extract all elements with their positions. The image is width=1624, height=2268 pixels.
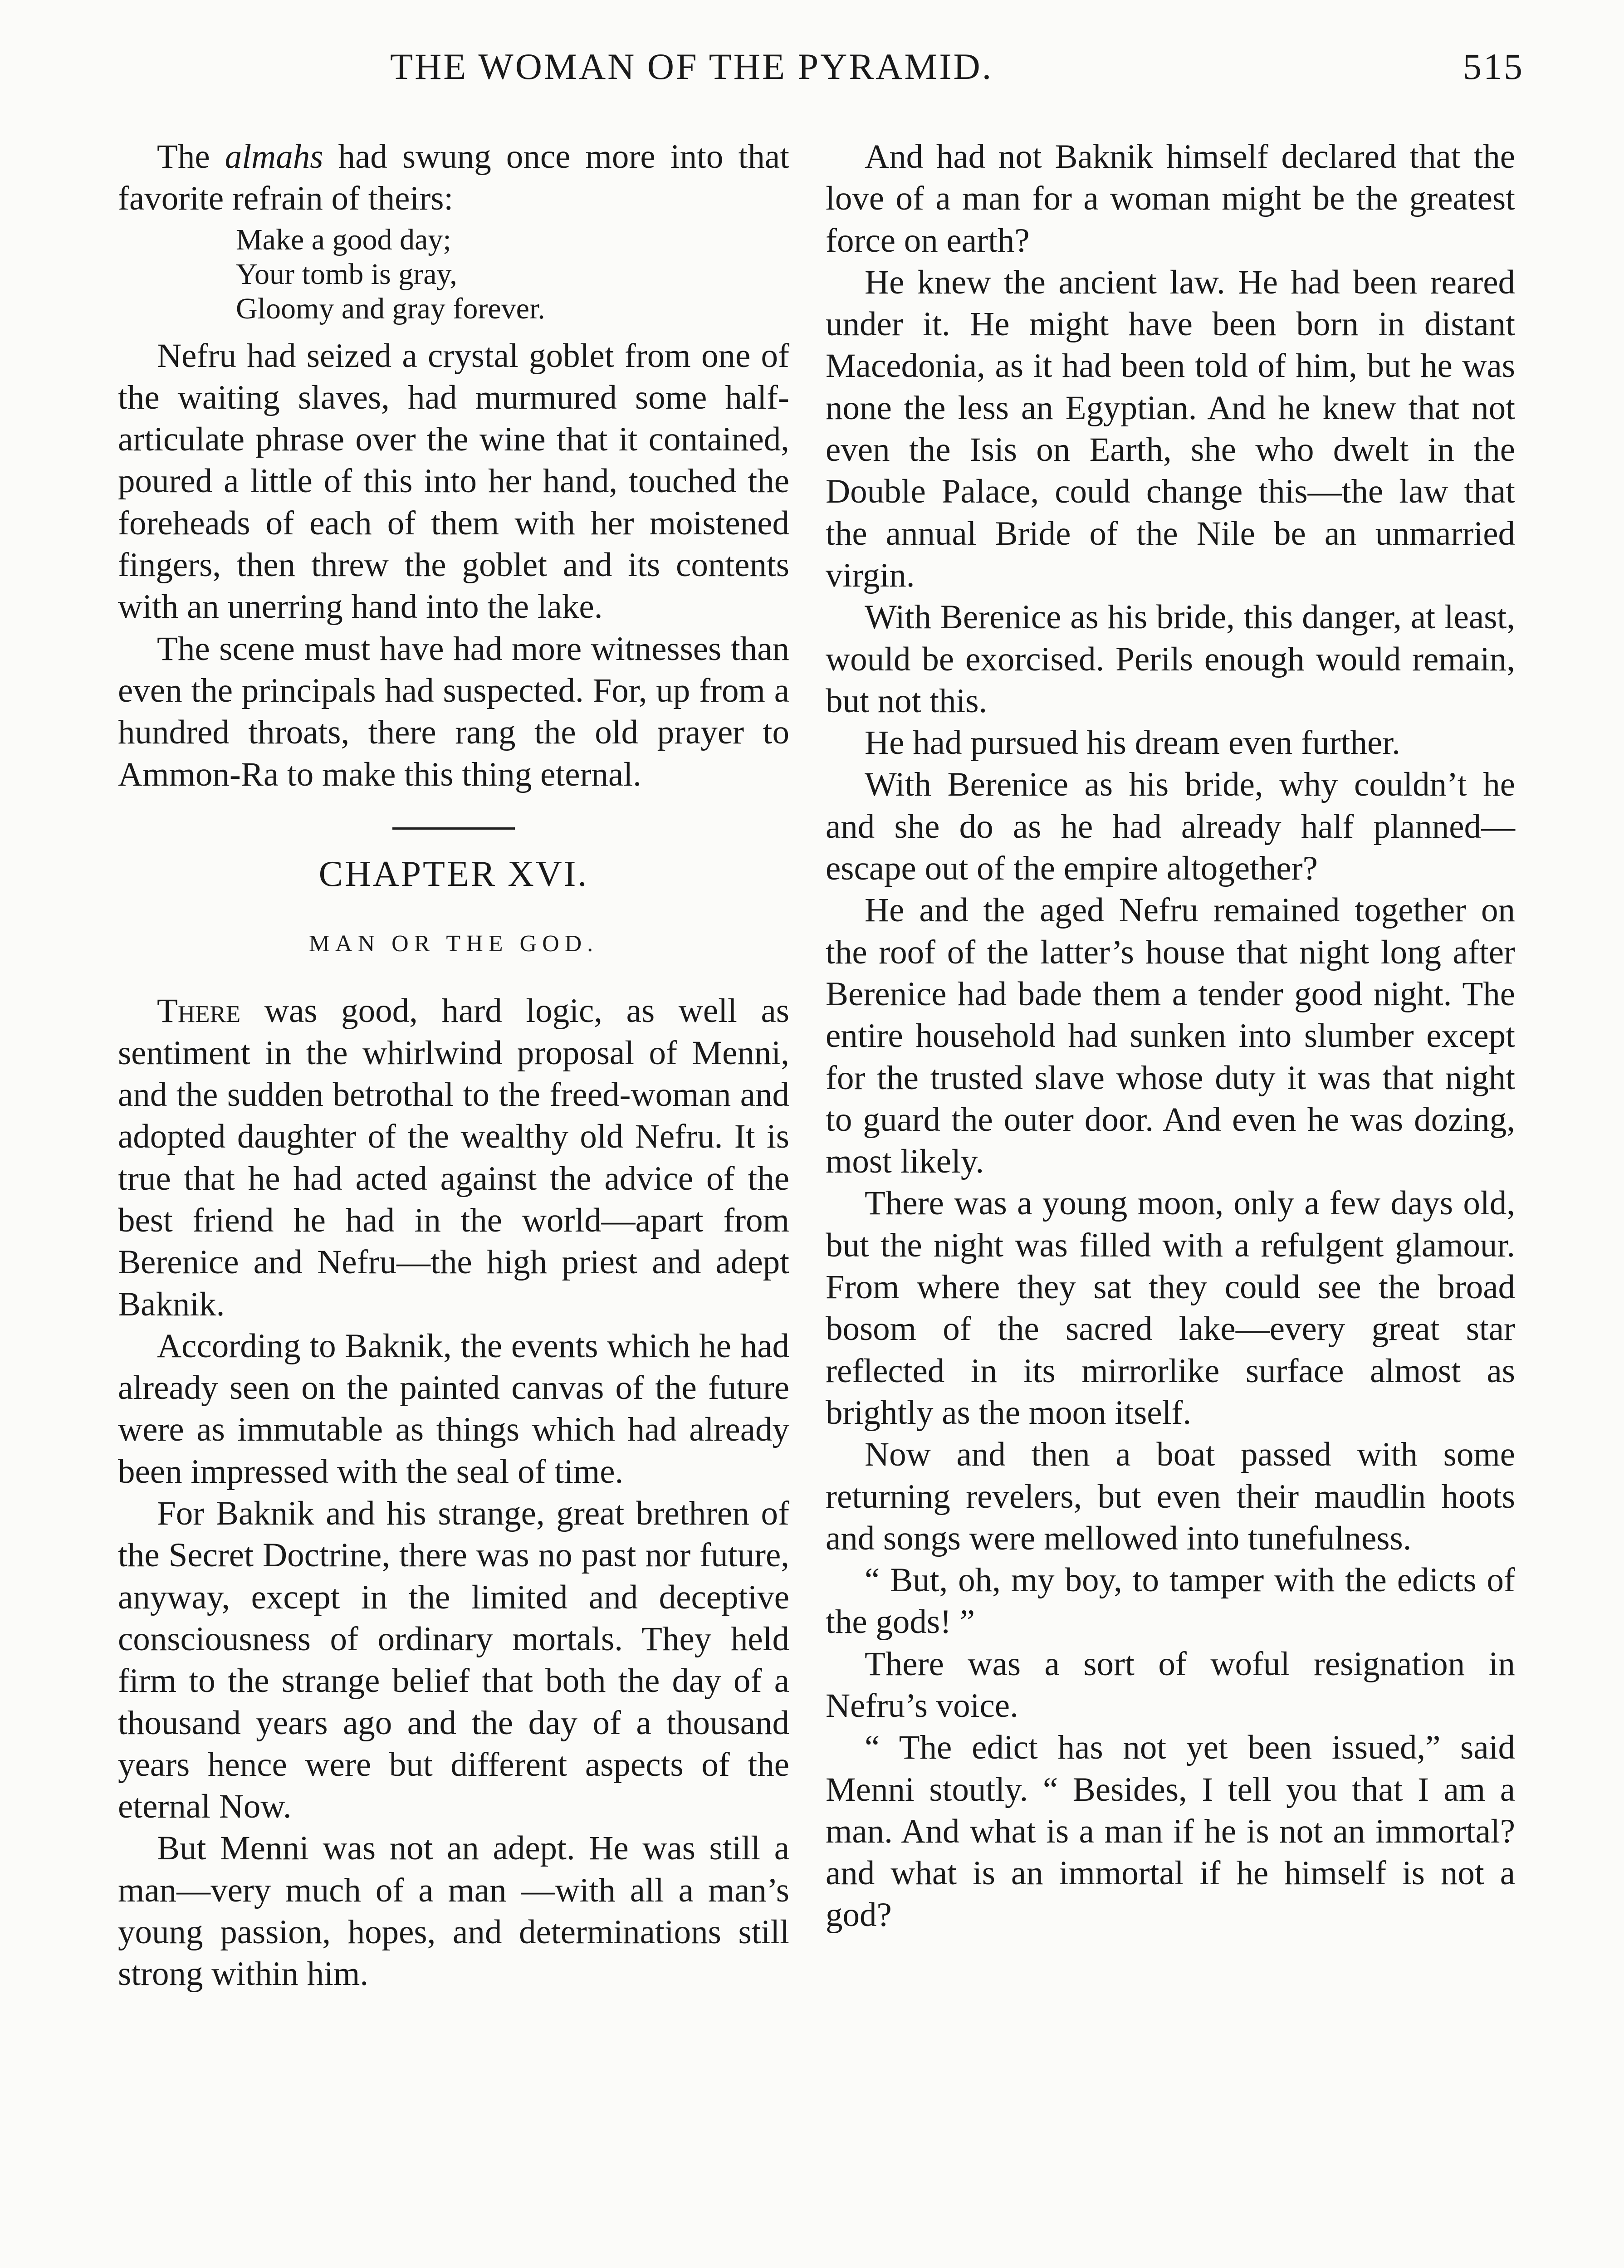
- chapter-heading: CHAPTER XVI.: [318, 854, 589, 894]
- running-title: THE WOMAN OF THE PYRAMID.: [390, 46, 993, 87]
- paragraph: The scene must have had more witnesses than even the principals had suspected. For, up from a hundred throats, there rang the old prayer to Ammon-Ra to make this thing eternal.: [118, 630, 789, 793]
- paragraph: [118, 990, 789, 1325]
- paragraph: “ But, oh, my boy, to tamper with the edicts of the gods! ”: [826, 1561, 1515, 1641]
- paragraph: With Berenice as his bride, this danger, at least, would be exorcised. Perils enough would remain, but not this.: [826, 598, 1515, 720]
- paragraph: According to Baknik, the events which he had already seen on the painted canvas of the future were as immutable as things which had already been impressed with the seal of time.: [118, 1327, 789, 1491]
- paragraph: There was a sort of woful resignation in Nefru’s voice.: [826, 1645, 1515, 1725]
- verse-line: Make a good day;: [236, 223, 451, 256]
- paragraph: With Berenice as his bride, why couldn’t he and she do as he had already half planned—escape out of the empire altogether?: [826, 766, 1515, 888]
- verse-block: [236, 223, 789, 326]
- paragraph: And had not Baknik himself declared that the love of a man for a woman might be the greatest force on earth?: [826, 138, 1515, 259]
- left-column: [118, 136, 789, 1995]
- paragraph: He and the aged Nefru remained together on the roof of the latter’s house that night long after Berenice had bade them a tender good night. The entire household had sunken into slumber except for the trusted slave whose duty it was that night to guard the outer door. And even he was dozing, most likely.: [826, 891, 1515, 1181]
- paragraph: [118, 136, 789, 220]
- paragraph: For Baknik and his strange, great brethren of the Secret Doctrine, there was no past nor future, anyway, except in the limited and deceptive consciousness of ordinary mortals. They held firm to the strange belief that both the day of a thousand years ago and the day of a thousand years hence were but different aspects of the eternal Now.: [118, 1495, 789, 1826]
- paragraph: Now and then a boat passed with some returning revelers, but even their maudlin hoots and songs were mellowed into tunefulness.: [826, 1436, 1515, 1557]
- paragraph: He knew the ancient law. He had been reared under it. He might have been born in distant Macedonia, as it had been told of him, but he was none the less an Egyptian. And he knew that not even the Isis on Earth, she who dwelt in the Double Palace, could change this—the law that the annual Bride of the Nile be an unmarried virgin.: [826, 263, 1515, 594]
- paragraph: But Menni was not an adept. He was still a man—very much of a man —with all a man’s young passion, hopes, and determinations still strong within him.: [118, 1829, 789, 1993]
- lead-word: There: [157, 992, 241, 1030]
- verse-line: Your tomb is gray,: [236, 257, 457, 291]
- paragraph: There was a young moon, only a few days old, but the night was filled with a refulgent glamour. From where they sat they could see the broad bosom of the sacred lake—every great star reflected in its mirrorlike surface almost as brightly as the moon itself.: [826, 1184, 1515, 1432]
- chapter-subtitle: MAN OR THE GOD.: [308, 931, 599, 957]
- paragraph: He had pursued his dream even further.: [865, 724, 1400, 762]
- right-column: [826, 136, 1515, 1936]
- verse-line: Gloomy and gray forever.: [236, 292, 545, 325]
- text-run: The: [157, 138, 225, 176]
- section-divider: [392, 827, 515, 830]
- paragraph: Nefru had seized a crystal goblet from one of the waiting slaves, had murmured some half-articulate phrase over the wine that it contained, poured a little of this into her hand, touched the foreheads of each of them with her moistened fingers, then threw the goblet and its contents with an unerring hand into the lake.: [118, 337, 789, 626]
- text-run: was good, hard logic, as well as sentiment in the whirlwind proposal of Menni, and the sudden betrothal to the freed-woman and adopted daughter of the wealthy old Nefru. It is true that he had acted against the advice of the best friend he had in the world—apart from Berenice and Nefru—the high priest and adept Baknik.: [118, 992, 789, 1323]
- paragraph: “ The edict has not yet been issued,” said Menni stoutly. “ Besides, I tell you that I am a man. And what is a man if he is not an immortal? and what is an immortal if he himself is not a god?: [826, 1729, 1515, 1934]
- italic-word: almahs: [225, 138, 323, 176]
- text-run: had swung once more into that favorite refrain of theirs:: [118, 138, 789, 218]
- page-number: 515: [1463, 46, 1524, 87]
